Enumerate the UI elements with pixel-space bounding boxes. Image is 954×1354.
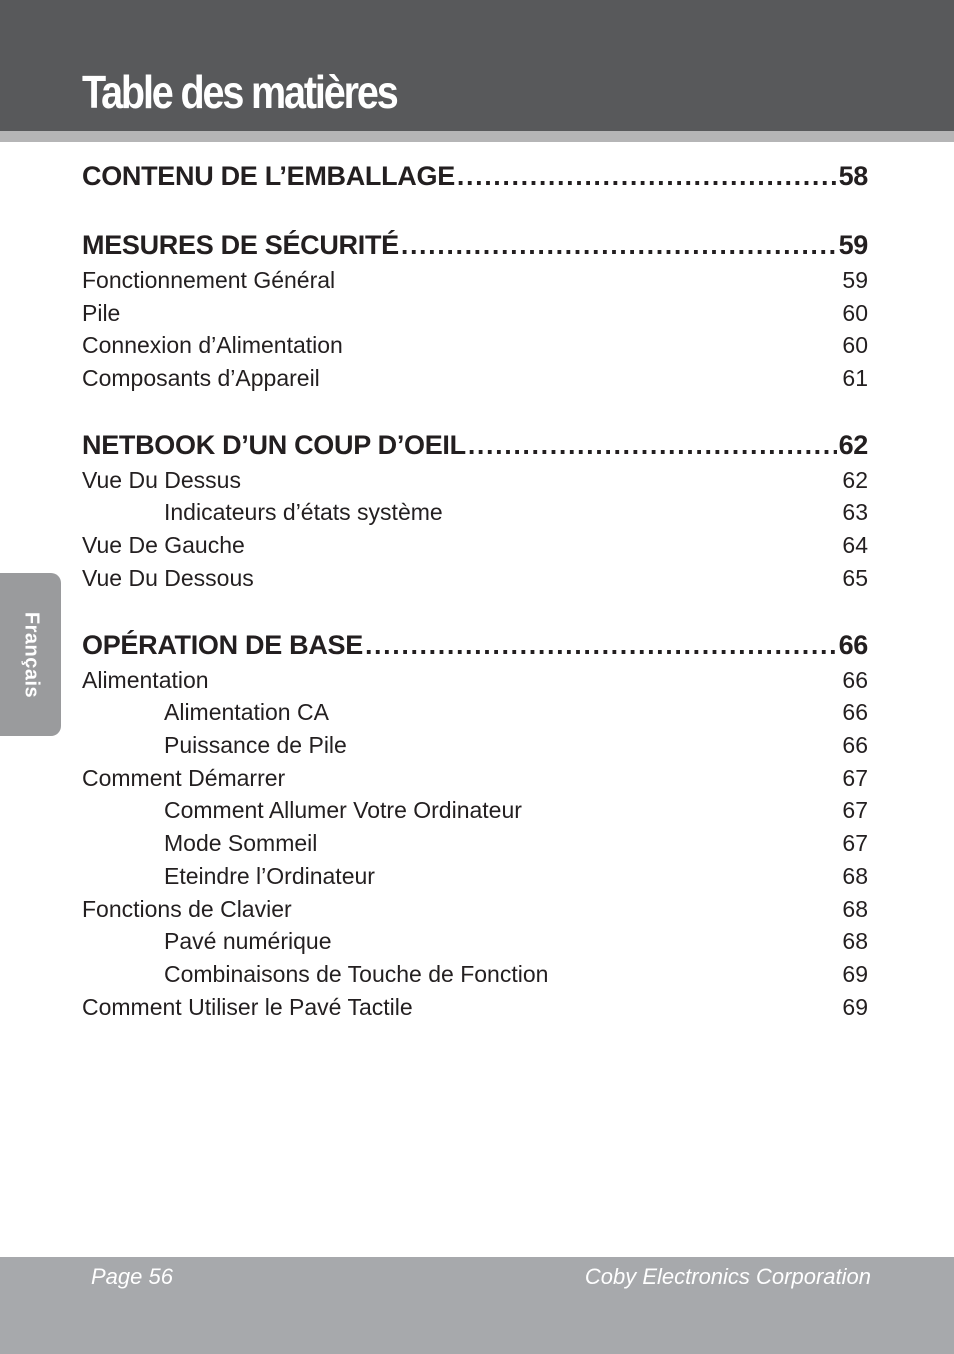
toc-entry-page: 59 <box>838 230 868 260</box>
toc-entry-title: Mode Sommeil <box>164 830 318 856</box>
toc-entry-title: Pile <box>82 300 121 326</box>
language-tab <box>0 573 61 736</box>
dot-leader <box>122 306 840 321</box>
toc-entry <box>82 992 868 1022</box>
toc-entry-title: OPÉRATION DE BASE <box>82 630 363 660</box>
dot-leader <box>294 902 841 917</box>
toc-section-entry <box>82 158 868 194</box>
toc-entry-title: Comment Allumer Votre Ordinateur <box>164 797 522 823</box>
toc-entry <box>82 894 868 924</box>
dot-leader <box>211 673 841 688</box>
page-footer <box>0 1257 954 1354</box>
toc-entry-title: Pavé numérique <box>164 928 332 954</box>
toc-entry-page: 68 <box>842 896 868 922</box>
dot-leader <box>319 836 840 851</box>
toc-entry-page: 66 <box>842 667 868 693</box>
dot-leader <box>256 571 841 586</box>
dot-leader <box>287 771 840 786</box>
dot-leader <box>349 738 841 753</box>
toc-entry <box>82 330 868 360</box>
dot-leader <box>468 427 837 454</box>
toc-entry-page: 69 <box>842 961 868 987</box>
dot-leader <box>524 803 840 818</box>
toc-entry <box>82 763 868 793</box>
dot-leader <box>337 273 840 288</box>
toc-entry-page: 60 <box>842 332 868 358</box>
toc-section-entry <box>82 227 868 263</box>
toc-entry-title: Indicateurs d’états système <box>164 499 443 525</box>
company-name: Coby Electronics Corporation <box>584 1264 871 1289</box>
toc-entry <box>82 665 868 695</box>
toc-entry-page: 62 <box>838 430 868 460</box>
toc-entry-title: MESURES DE SÉCURITÉ <box>82 230 399 260</box>
toc-entry <box>82 795 868 825</box>
toc-entry-page: 67 <box>842 797 868 823</box>
toc-entry <box>82 828 868 858</box>
dot-leader <box>445 505 841 520</box>
dot-leader <box>322 371 841 386</box>
toc-entry-title: Alimentation CA <box>164 699 329 725</box>
toc-entry <box>82 298 868 328</box>
toc-entry-page: 60 <box>842 300 868 326</box>
toc-entry-title: Vue Du Dessus <box>82 467 241 493</box>
toc-entry-page: 62 <box>842 467 868 493</box>
toc-entry-title: Eteindre l’Ordinateur <box>164 863 375 889</box>
toc-entry-page: 68 <box>842 928 868 954</box>
dot-leader <box>550 967 840 982</box>
dot-leader <box>334 934 841 949</box>
dot-leader <box>457 158 837 185</box>
dot-leader <box>345 338 841 353</box>
dot-leader <box>365 627 837 654</box>
toc-entry-page: 61 <box>842 365 868 391</box>
dot-leader <box>377 869 840 884</box>
dot-leader <box>331 705 840 720</box>
dot-leader <box>247 538 841 553</box>
toc-entry-title: Fonctionnement Général <box>82 267 336 293</box>
toc-entry-page: 63 <box>842 499 868 525</box>
toc-entry-title: Connexion d’Alimentation <box>82 332 343 358</box>
toc-entry-title: Puissance de Pile <box>164 732 347 758</box>
toc-entry <box>82 926 868 956</box>
toc-entry <box>82 861 868 891</box>
toc-entry <box>82 730 868 760</box>
toc-entry-title: Alimentation <box>82 667 209 693</box>
toc-entry <box>82 465 868 495</box>
toc-entry-page: 66 <box>838 630 868 660</box>
language-tab-label: Français <box>20 611 42 698</box>
toc-entry-title: Vue Du Dessous <box>82 565 254 591</box>
toc-entry-page: 58 <box>838 161 868 191</box>
toc-entry-title: Composants d’Appareil <box>82 365 320 391</box>
toc-entry <box>82 363 868 393</box>
toc-entry-page: 67 <box>842 830 868 856</box>
dot-leader <box>415 1000 841 1015</box>
toc-entry-page: 66 <box>842 699 868 725</box>
toc-entry-page: 69 <box>842 994 868 1020</box>
header-divider <box>0 131 954 142</box>
toc-entry-page: 59 <box>842 267 868 293</box>
dot-leader <box>401 227 837 254</box>
toc-entry-title: CONTENU DE L’EMBALLAGE <box>82 161 455 191</box>
toc-entry <box>82 265 868 295</box>
toc-entry-page: 66 <box>842 732 868 758</box>
page-header <box>0 0 954 131</box>
toc-entry-page: 67 <box>842 765 868 791</box>
toc-entry-title: Combinaisons de Touche de Fonction <box>164 961 549 987</box>
toc-entry <box>82 530 868 560</box>
toc-entry <box>82 959 868 989</box>
toc-section-entry <box>82 627 868 663</box>
dot-leader <box>243 473 840 488</box>
toc-entry-page: 64 <box>842 532 868 558</box>
toc-entry <box>82 497 868 527</box>
toc-entry-page: 65 <box>842 565 868 591</box>
page-number: Page 56 <box>91 1264 173 1289</box>
toc-section-entry <box>82 427 868 463</box>
toc-entry-title: Comment Démarrer <box>82 765 286 791</box>
toc-entry <box>82 697 868 727</box>
toc-entry-title: Fonctions de Clavier <box>82 896 292 922</box>
toc-entry-title: Vue De Gauche <box>82 532 245 558</box>
toc-entry-page: 68 <box>842 863 868 889</box>
toc-entry <box>82 563 868 593</box>
page-title: Table des matières <box>82 66 397 118</box>
toc-entry-title: NETBOOK D’UN COUP D’OEIL <box>82 430 466 460</box>
toc-entry-title: Comment Utiliser le Pavé Tactile <box>82 994 413 1020</box>
